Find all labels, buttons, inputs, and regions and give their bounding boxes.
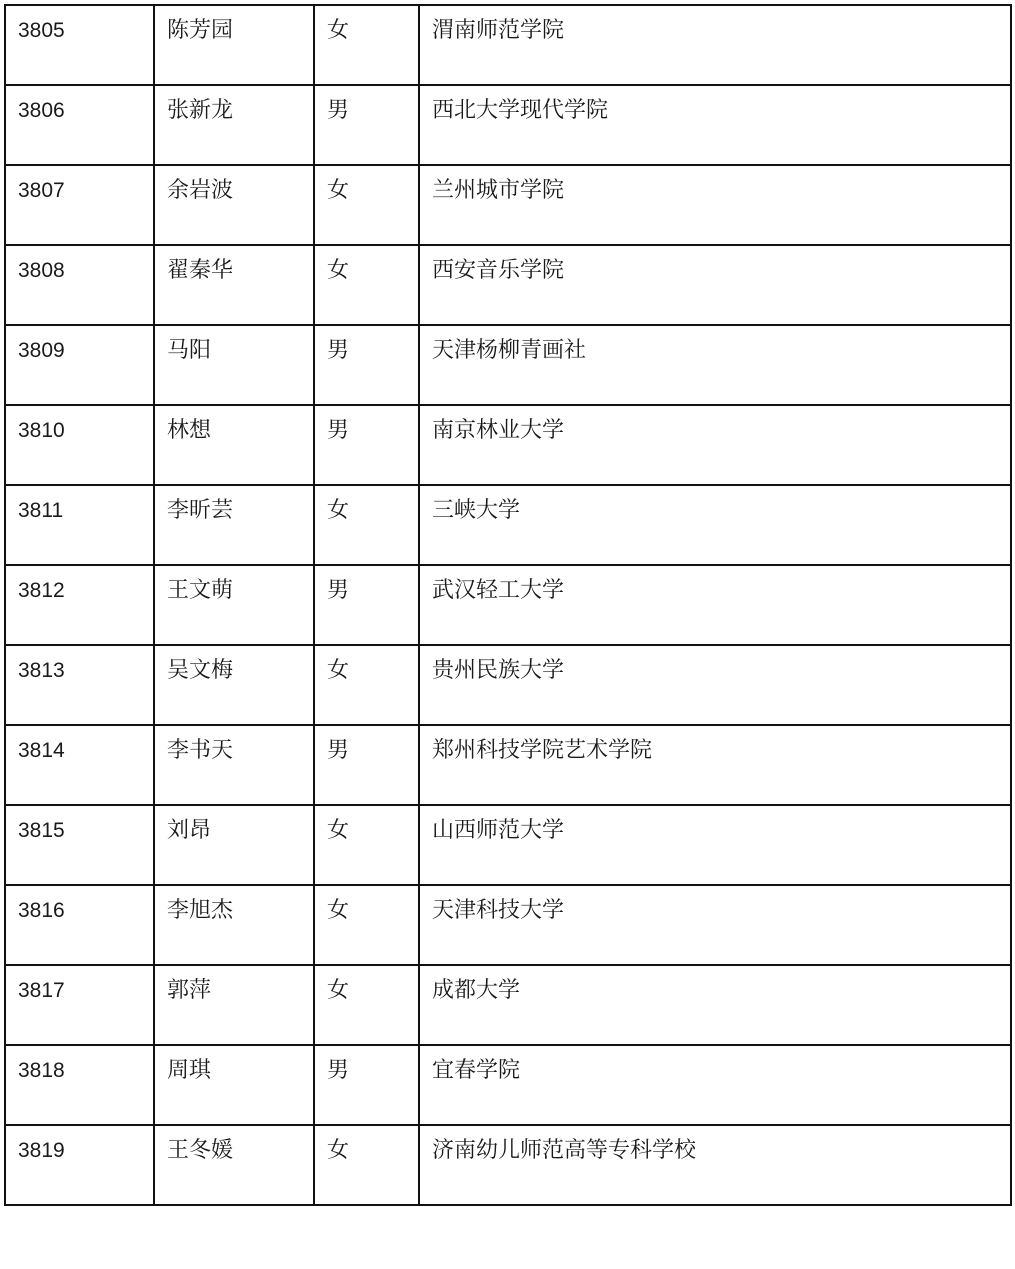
table-row (5, 565, 1011, 645)
school-cell: 山西师范大学 (419, 805, 1011, 885)
name-cell: 陈芳园 (154, 5, 314, 85)
table-row (5, 965, 1011, 1045)
gender-cell: 女 (314, 245, 419, 325)
school-cell: 天津杨柳青画社 (419, 325, 1011, 405)
school-cell: 济南幼儿师范高等专科学校 (419, 1125, 1011, 1205)
gender-cell: 女 (314, 965, 419, 1045)
gender-cell: 女 (314, 1125, 419, 1205)
name-cell: 李书天 (154, 725, 314, 805)
table-row (5, 405, 1011, 485)
school-cell: 南京林业大学 (419, 405, 1011, 485)
id-cell: 3807 (5, 165, 154, 245)
gender-cell: 女 (314, 805, 419, 885)
id-cell: 3816 (5, 885, 154, 965)
gender-cell: 女 (314, 885, 419, 965)
gender-cell: 女 (314, 645, 419, 725)
id-cell: 3819 (5, 1125, 154, 1205)
id-cell: 3817 (5, 965, 154, 1045)
name-cell: 李旭杰 (154, 885, 314, 965)
school-cell: 天津科技大学 (419, 885, 1011, 965)
id-cell: 3815 (5, 805, 154, 885)
roster-table-body (5, 5, 1011, 1205)
table-row (5, 885, 1011, 965)
gender-cell: 男 (314, 405, 419, 485)
name-cell: 余岩波 (154, 165, 314, 245)
name-cell: 王文萌 (154, 565, 314, 645)
name-cell: 林想 (154, 405, 314, 485)
table-row (5, 1125, 1011, 1205)
school-cell: 贵州民族大学 (419, 645, 1011, 725)
name-cell: 王冬媛 (154, 1125, 314, 1205)
name-cell: 周琪 (154, 1045, 314, 1125)
gender-cell: 女 (314, 165, 419, 245)
table-row (5, 1045, 1011, 1125)
name-cell: 刘昂 (154, 805, 314, 885)
school-cell: 郑州科技学院艺术学院 (419, 725, 1011, 805)
gender-cell: 女 (314, 485, 419, 565)
school-cell: 渭南师范学院 (419, 5, 1011, 85)
roster-table (4, 4, 1012, 1206)
id-cell: 3805 (5, 5, 154, 85)
table-row (5, 645, 1011, 725)
school-cell: 三峡大学 (419, 485, 1011, 565)
id-cell: 3814 (5, 725, 154, 805)
school-cell: 西安音乐学院 (419, 245, 1011, 325)
id-cell: 3818 (5, 1045, 154, 1125)
table-row (5, 485, 1011, 565)
name-cell: 郭萍 (154, 965, 314, 1045)
id-cell: 3813 (5, 645, 154, 725)
name-cell: 张新龙 (154, 85, 314, 165)
table-row (5, 245, 1011, 325)
school-cell: 兰州城市学院 (419, 165, 1011, 245)
id-cell: 3811 (5, 485, 154, 565)
id-cell: 3806 (5, 85, 154, 165)
school-cell: 西北大学现代学院 (419, 85, 1011, 165)
table-row (5, 805, 1011, 885)
name-cell: 翟秦华 (154, 245, 314, 325)
gender-cell: 男 (314, 565, 419, 645)
table-row (5, 85, 1011, 165)
gender-cell: 男 (314, 725, 419, 805)
gender-cell: 女 (314, 5, 419, 85)
gender-cell: 男 (314, 325, 419, 405)
table-row (5, 325, 1011, 405)
name-cell: 李昕芸 (154, 485, 314, 565)
name-cell: 马阳 (154, 325, 314, 405)
table-row (5, 5, 1011, 85)
school-cell: 武汉轻工大学 (419, 565, 1011, 645)
id-cell: 3812 (5, 565, 154, 645)
id-cell: 3808 (5, 245, 154, 325)
gender-cell: 男 (314, 85, 419, 165)
id-cell: 3810 (5, 405, 154, 485)
table-row (5, 725, 1011, 805)
school-cell: 成都大学 (419, 965, 1011, 1045)
name-cell: 吴文梅 (154, 645, 314, 725)
school-cell: 宜春学院 (419, 1045, 1011, 1125)
gender-cell: 男 (314, 1045, 419, 1125)
id-cell: 3809 (5, 325, 154, 405)
table-row (5, 165, 1011, 245)
